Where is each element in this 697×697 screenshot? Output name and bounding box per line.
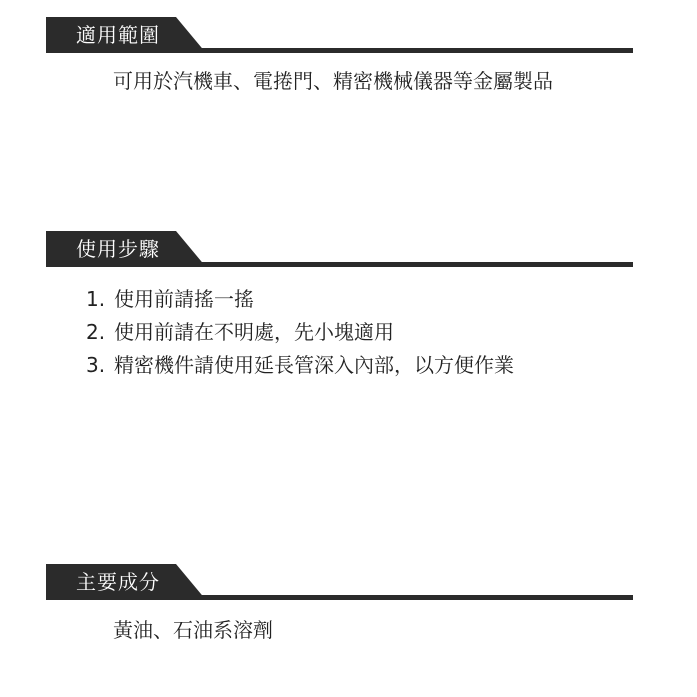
usage-scope-rule <box>200 48 633 53</box>
ingredients-text: 黃油、石油系溶劑 <box>113 618 273 642</box>
step-text: 使用前請在不明處，先小塊適用 <box>114 320 394 344</box>
step-text: 精密機件請使用延長管深入內部，以方便作業 <box>114 353 514 377</box>
usage-scope-section <box>0 17 697 93</box>
ingredients-title: 主要成分 <box>76 570 160 594</box>
step-item <box>86 316 514 349</box>
instructions-rule <box>200 262 633 267</box>
step-number: 3. <box>86 353 106 377</box>
ingredients-section <box>0 564 697 642</box>
usage-scope-title: 適用範圍 <box>76 23 160 47</box>
step-number: 2. <box>86 320 106 344</box>
instructions-section <box>0 231 697 377</box>
step-text: 使用前請搖一搖 <box>114 287 254 311</box>
instructions-steps-list <box>86 283 514 382</box>
step-item <box>86 283 514 316</box>
step-item <box>86 349 514 382</box>
step-number: 1. <box>86 287 106 311</box>
ingredients-header <box>0 564 697 600</box>
usage-scope-text: 可用於汽機車、電捲門、精密機械儀器等金屬製品 <box>113 69 553 93</box>
usage-scope-header <box>0 17 697 53</box>
instructions-title: 使用步驟 <box>76 237 160 261</box>
ingredients-rule <box>200 595 633 600</box>
instructions-header <box>0 231 697 267</box>
